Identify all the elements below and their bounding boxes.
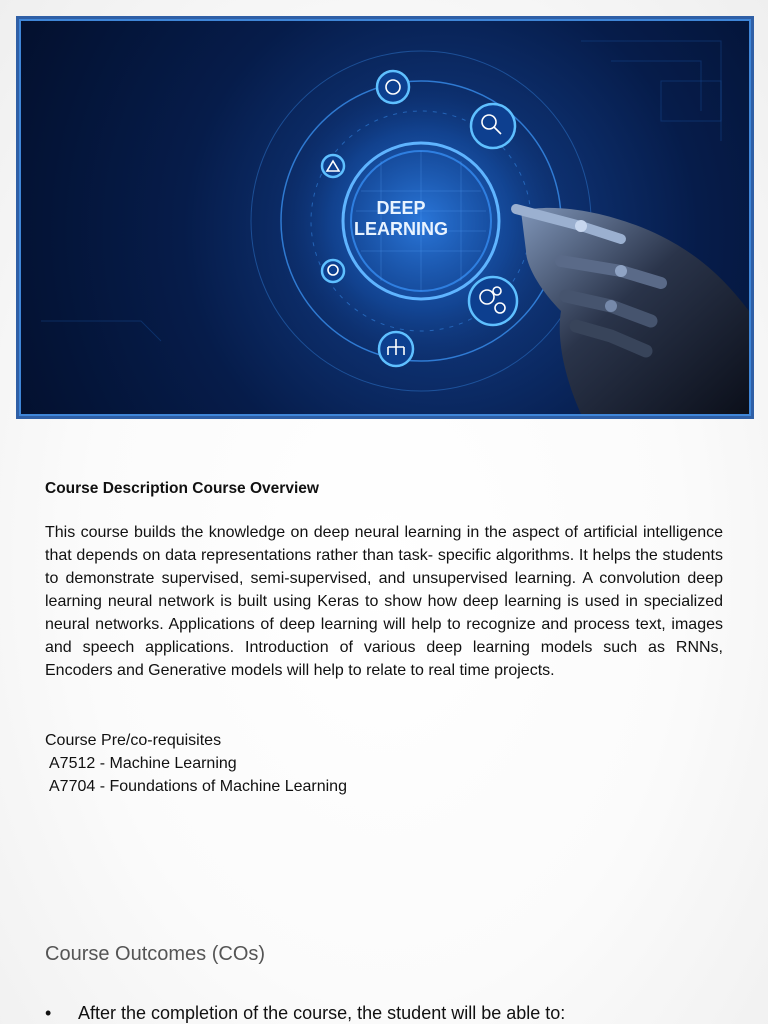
banner-frame — [19, 19, 751, 416]
brain-icon — [377, 71, 409, 103]
section-heading: Course Description Course Overview — [45, 480, 319, 497]
head-icon — [322, 260, 344, 282]
bullet-icon: • — [45, 1003, 52, 1023]
deep-learning-illustration — [21, 21, 749, 414]
network-icon — [322, 155, 344, 177]
robot-hand-icon — [516, 208, 749, 414]
banner-image — [16, 16, 754, 419]
analytics-search-icon — [471, 104, 515, 148]
prerequisite-item: A7704 - Foundations of Machine Learning — [49, 778, 347, 795]
prerequisites-title: Course Pre/co-requisites — [45, 732, 222, 749]
center-label-line1: DEEP — [376, 198, 426, 218]
outcomes-intro: After the completion of the course, the student will be able to: — [78, 1003, 566, 1023]
center-label-line2: LEARNING — [354, 219, 448, 239]
prerequisite-item: A7512 - Machine Learning — [49, 755, 237, 772]
description-paragraph: This course builds the knowledge on deep neural learning in the aspect of artificial intelligence that depends on data representations rather than task- specific algorithms. It helps the students to demonstrate supervised, semi-supervised, and unsupervised learning. A convolution deep learning neural network is built using Keras to show how deep learning is used in specialized neural networks. Applications of deep learning will help to recognize and process text, images and speech applications. Introduction of various deep learning models such as RNNs, Encoders and Generative models will help to relate to real time projects. — [45, 524, 723, 679]
outcomes-title: Course Outcomes (COs) — [45, 943, 266, 965]
